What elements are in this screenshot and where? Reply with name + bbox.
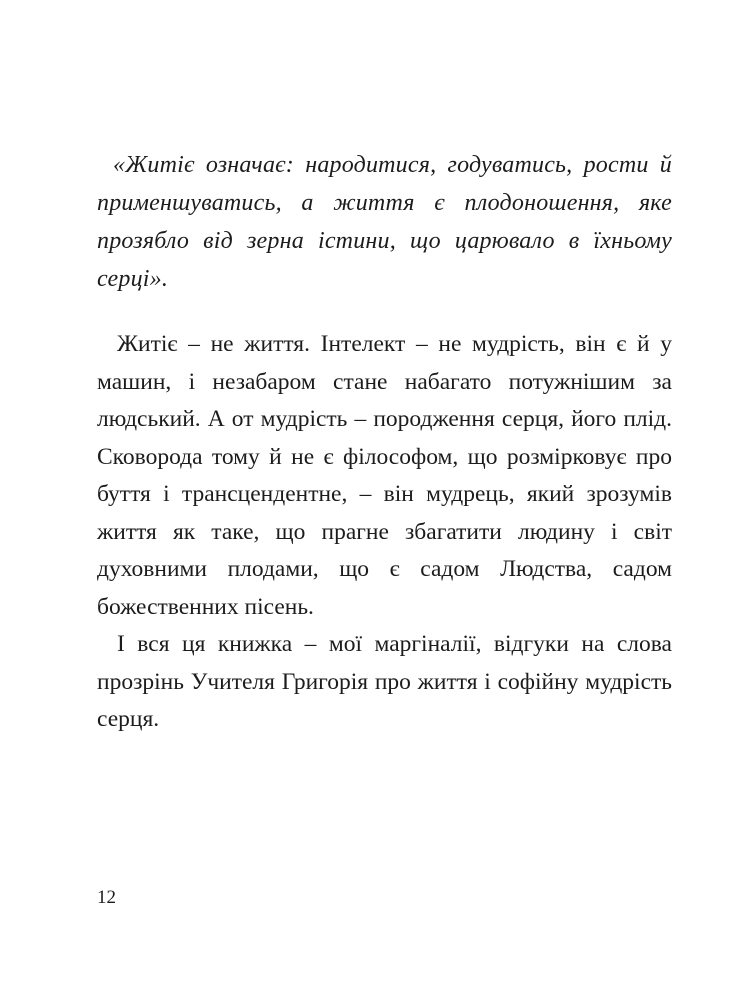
page-number: 12: [97, 887, 116, 908]
text-column: [97, 146, 672, 739]
epigraph-quote: «Житіє означає: народитися, годуватись, рости й применшуватись, а життя є плодоношення, яке прозябло від зерна істини, що царювало в їхньому серці».: [97, 152, 672, 292]
body-paragraph-1: Житіє – не життя. Інтелект – не мудрість, він є й у машин, і незабаром стане набагато потужнішим за людський. А от мудрість – породження серця, його плід. Сковорода тому й не є філософом, що розмірковує про буття і трансцендентне, – він мудрець, який зрозумів життя як таке, що прагне збагатити людину і світ духовними плодами, що є садом Людства, садом божественних пісень.: [97, 331, 672, 620]
body-paragraph-2: І вся ця книжка – мої маргіналії, відгуки на слова прозрінь Учителя Григорія про життя і софійну мудрість серця.: [97, 631, 672, 732]
